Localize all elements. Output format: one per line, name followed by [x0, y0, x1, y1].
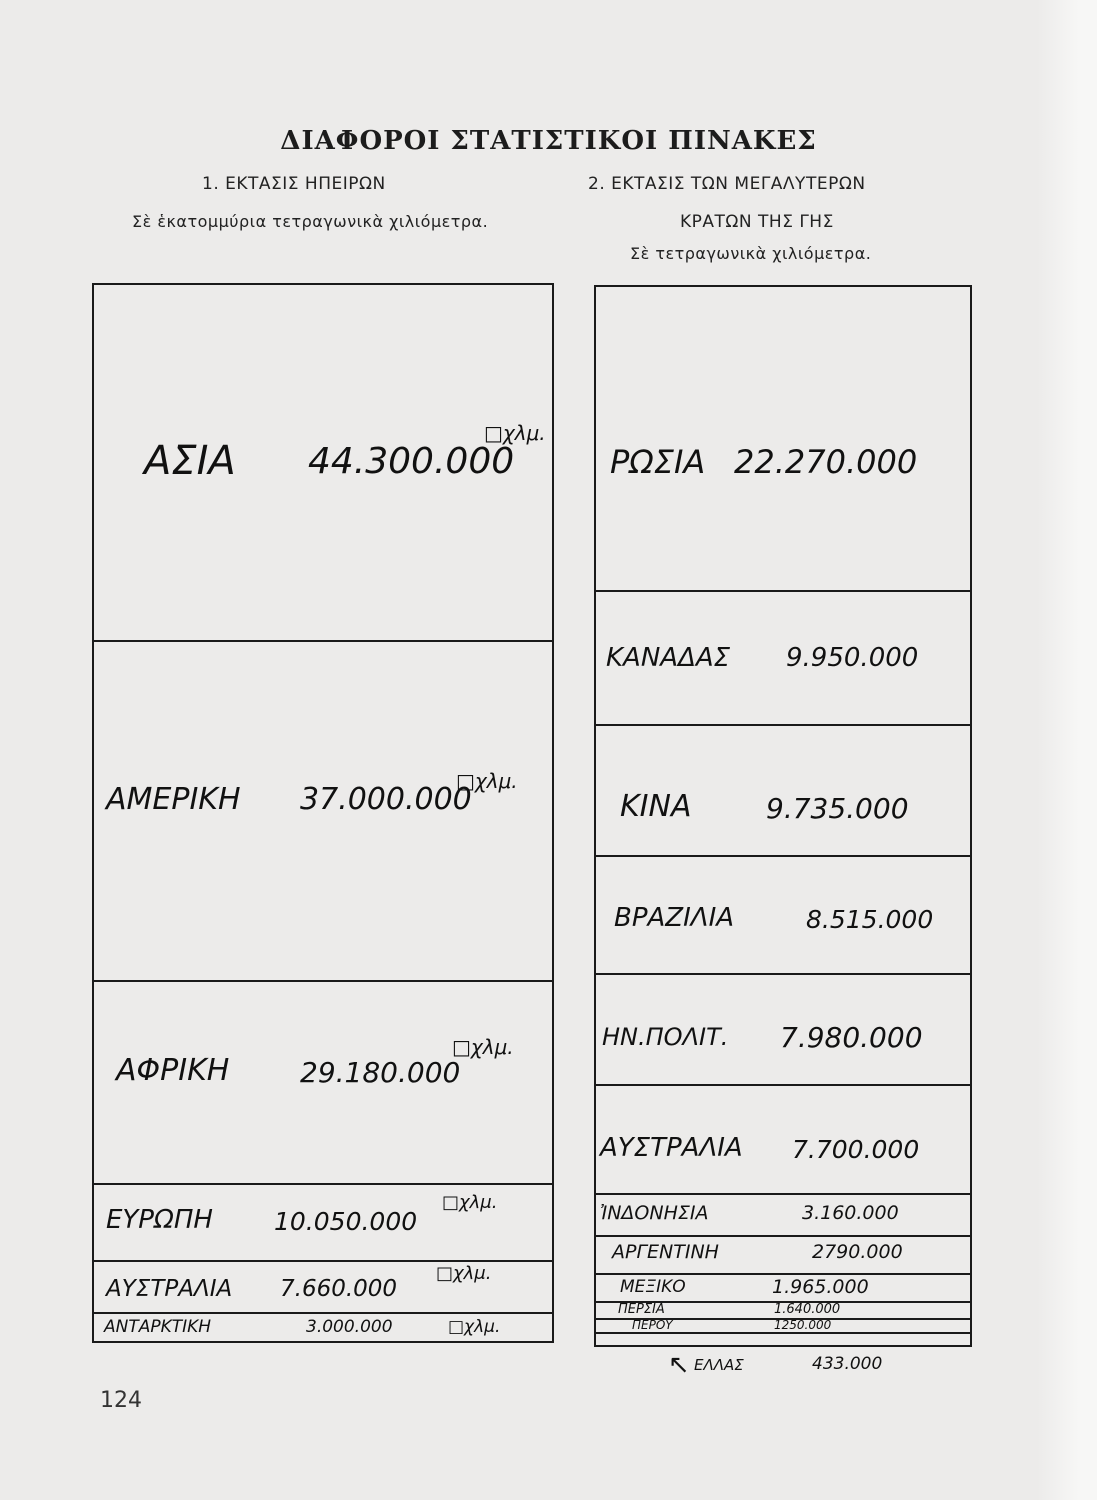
country-name-mexico: ΜΕΞΙΚΟ	[620, 1277, 686, 1297]
row-divider	[594, 1235, 972, 1237]
continent-unit-europe: □χλμ.	[442, 1192, 498, 1213]
country-name-persia: ΠΕΡΣΙΑ	[618, 1302, 665, 1317]
country-value-canada: 9.950.000	[786, 643, 919, 673]
left-table-unit-note: Σὲ ἑκατομμύρια τετραγωνικὰ χιλιόμετρα.	[132, 212, 489, 231]
continent-value-america: 37.000.000	[300, 782, 472, 817]
continent-name-antarctica: ΑΝΤΑΡΚΤΙΚΗ	[104, 1317, 212, 1337]
row-divider	[594, 973, 972, 975]
row-divider	[92, 640, 554, 642]
continent-value-australia: 7.660.000	[280, 1276, 398, 1302]
row-divider	[594, 855, 972, 857]
country-name-china: ΚΙΝΑ	[620, 789, 692, 824]
continent-value-asia: 44.300.000	[308, 441, 515, 482]
right-table-heading-line2: ΚΡΑΤΩΝ ΤΗΣ ΓΗΣ	[680, 212, 834, 232]
country-name-brazil: ΒΡΑΖΙΛΙΑ	[614, 903, 735, 933]
page-number: 124	[100, 1388, 142, 1413]
country-name-peru: ΠΕΡΟΥ	[632, 1318, 673, 1332]
left-table-heading: 1. ΕΚΤΑΣΙΣ ΗΠΕΙΡΩΝ	[202, 174, 386, 194]
country-value-argentina: 2790.000	[812, 1241, 903, 1263]
row-divider	[92, 1260, 554, 1262]
country-value-australia: 7.700.000	[792, 1135, 920, 1164]
country-value-brazil: 8.515.000	[806, 905, 934, 934]
right-table-heading-line1: 2. ΕΚΤΑΣΙΣ ΤΩΝ ΜΕΓΑΛΥΤΕΡΩΝ	[588, 174, 866, 194]
country-value-russia: 22.270.000	[734, 443, 918, 481]
continent-unit-australia: □χλμ.	[436, 1263, 492, 1284]
continent-value-antarctica: 3.000.000	[306, 1317, 393, 1337]
row-divider	[594, 724, 972, 726]
row-divider	[594, 1273, 972, 1275]
continent-name-europe: ΕΥΡΩΠΗ	[106, 1205, 213, 1235]
country-name-indonesia: ἸΝΔΟΝΗΣΙΑ	[600, 1202, 709, 1224]
greece-arrow-icon: ↖	[668, 1350, 690, 1380]
country-name-canada: ΚΑΝΑΔΑΣ	[606, 643, 731, 673]
row-divider	[92, 1312, 554, 1314]
country-value-usa: 7.980.000	[780, 1021, 923, 1054]
country-name-argentina: ΑΡΓΕΝΤΙΝΗ	[612, 1241, 719, 1263]
country-name-australia: ΑΥΣΤΡΑΛΙΑ	[600, 1133, 743, 1163]
continent-unit-asia: □χλμ.	[484, 421, 546, 445]
continent-name-africa: ΑΦΡΙΚΗ	[116, 1053, 230, 1088]
country-name-usa: ΗΝ.ΠΟΛΙΤ.	[602, 1023, 729, 1051]
countries-area-chart	[594, 285, 972, 1347]
continent-name-america: ΑΜΕΡΙΚΗ	[106, 782, 241, 817]
country-value-peru: 1250.000	[774, 1318, 832, 1332]
page-title: ΔΙΑΦΟΡΟΙ ΣΤΑΤΙΣΤΙΚΟΙ ΠΙΝΑΚΕΣ	[280, 126, 817, 156]
continent-name-australia: ΑΥΣΤΡΑΛΙΑ	[106, 1276, 233, 1302]
continents-area-chart	[92, 283, 554, 1343]
country-value-china: 9.735.000	[766, 792, 909, 825]
continent-value-africa: 29.180.000	[300, 1056, 461, 1089]
country-value-greece: 433.000	[812, 1354, 883, 1374]
continent-unit-antarctica: □χλμ.	[448, 1317, 501, 1337]
country-name-greece: ΕΛΛΑΣ	[694, 1356, 744, 1374]
row-divider	[594, 1084, 972, 1086]
row-divider	[594, 1332, 972, 1334]
country-value-mexico: 1.965.000	[772, 1276, 869, 1298]
country-name-russia: ΡΩΣΙΑ	[610, 443, 706, 481]
row-divider	[594, 1193, 972, 1195]
row-divider	[92, 1183, 554, 1185]
continent-name-asia: ΑΣΙΑ	[144, 438, 236, 484]
continent-unit-africa: □χλμ.	[452, 1035, 514, 1059]
continent-unit-america: □χλμ.	[456, 769, 518, 793]
continent-value-europe: 10.050.000	[274, 1207, 418, 1236]
page-edge	[1037, 0, 1097, 1500]
country-value-indonesia: 3.160.000	[802, 1202, 899, 1224]
country-value-persia: 1.640.000	[774, 1302, 841, 1317]
row-divider	[92, 980, 554, 982]
right-table-unit-note: Σὲ τετραγωνικὰ χιλιόμετρα.	[630, 244, 872, 263]
row-divider	[594, 590, 972, 592]
